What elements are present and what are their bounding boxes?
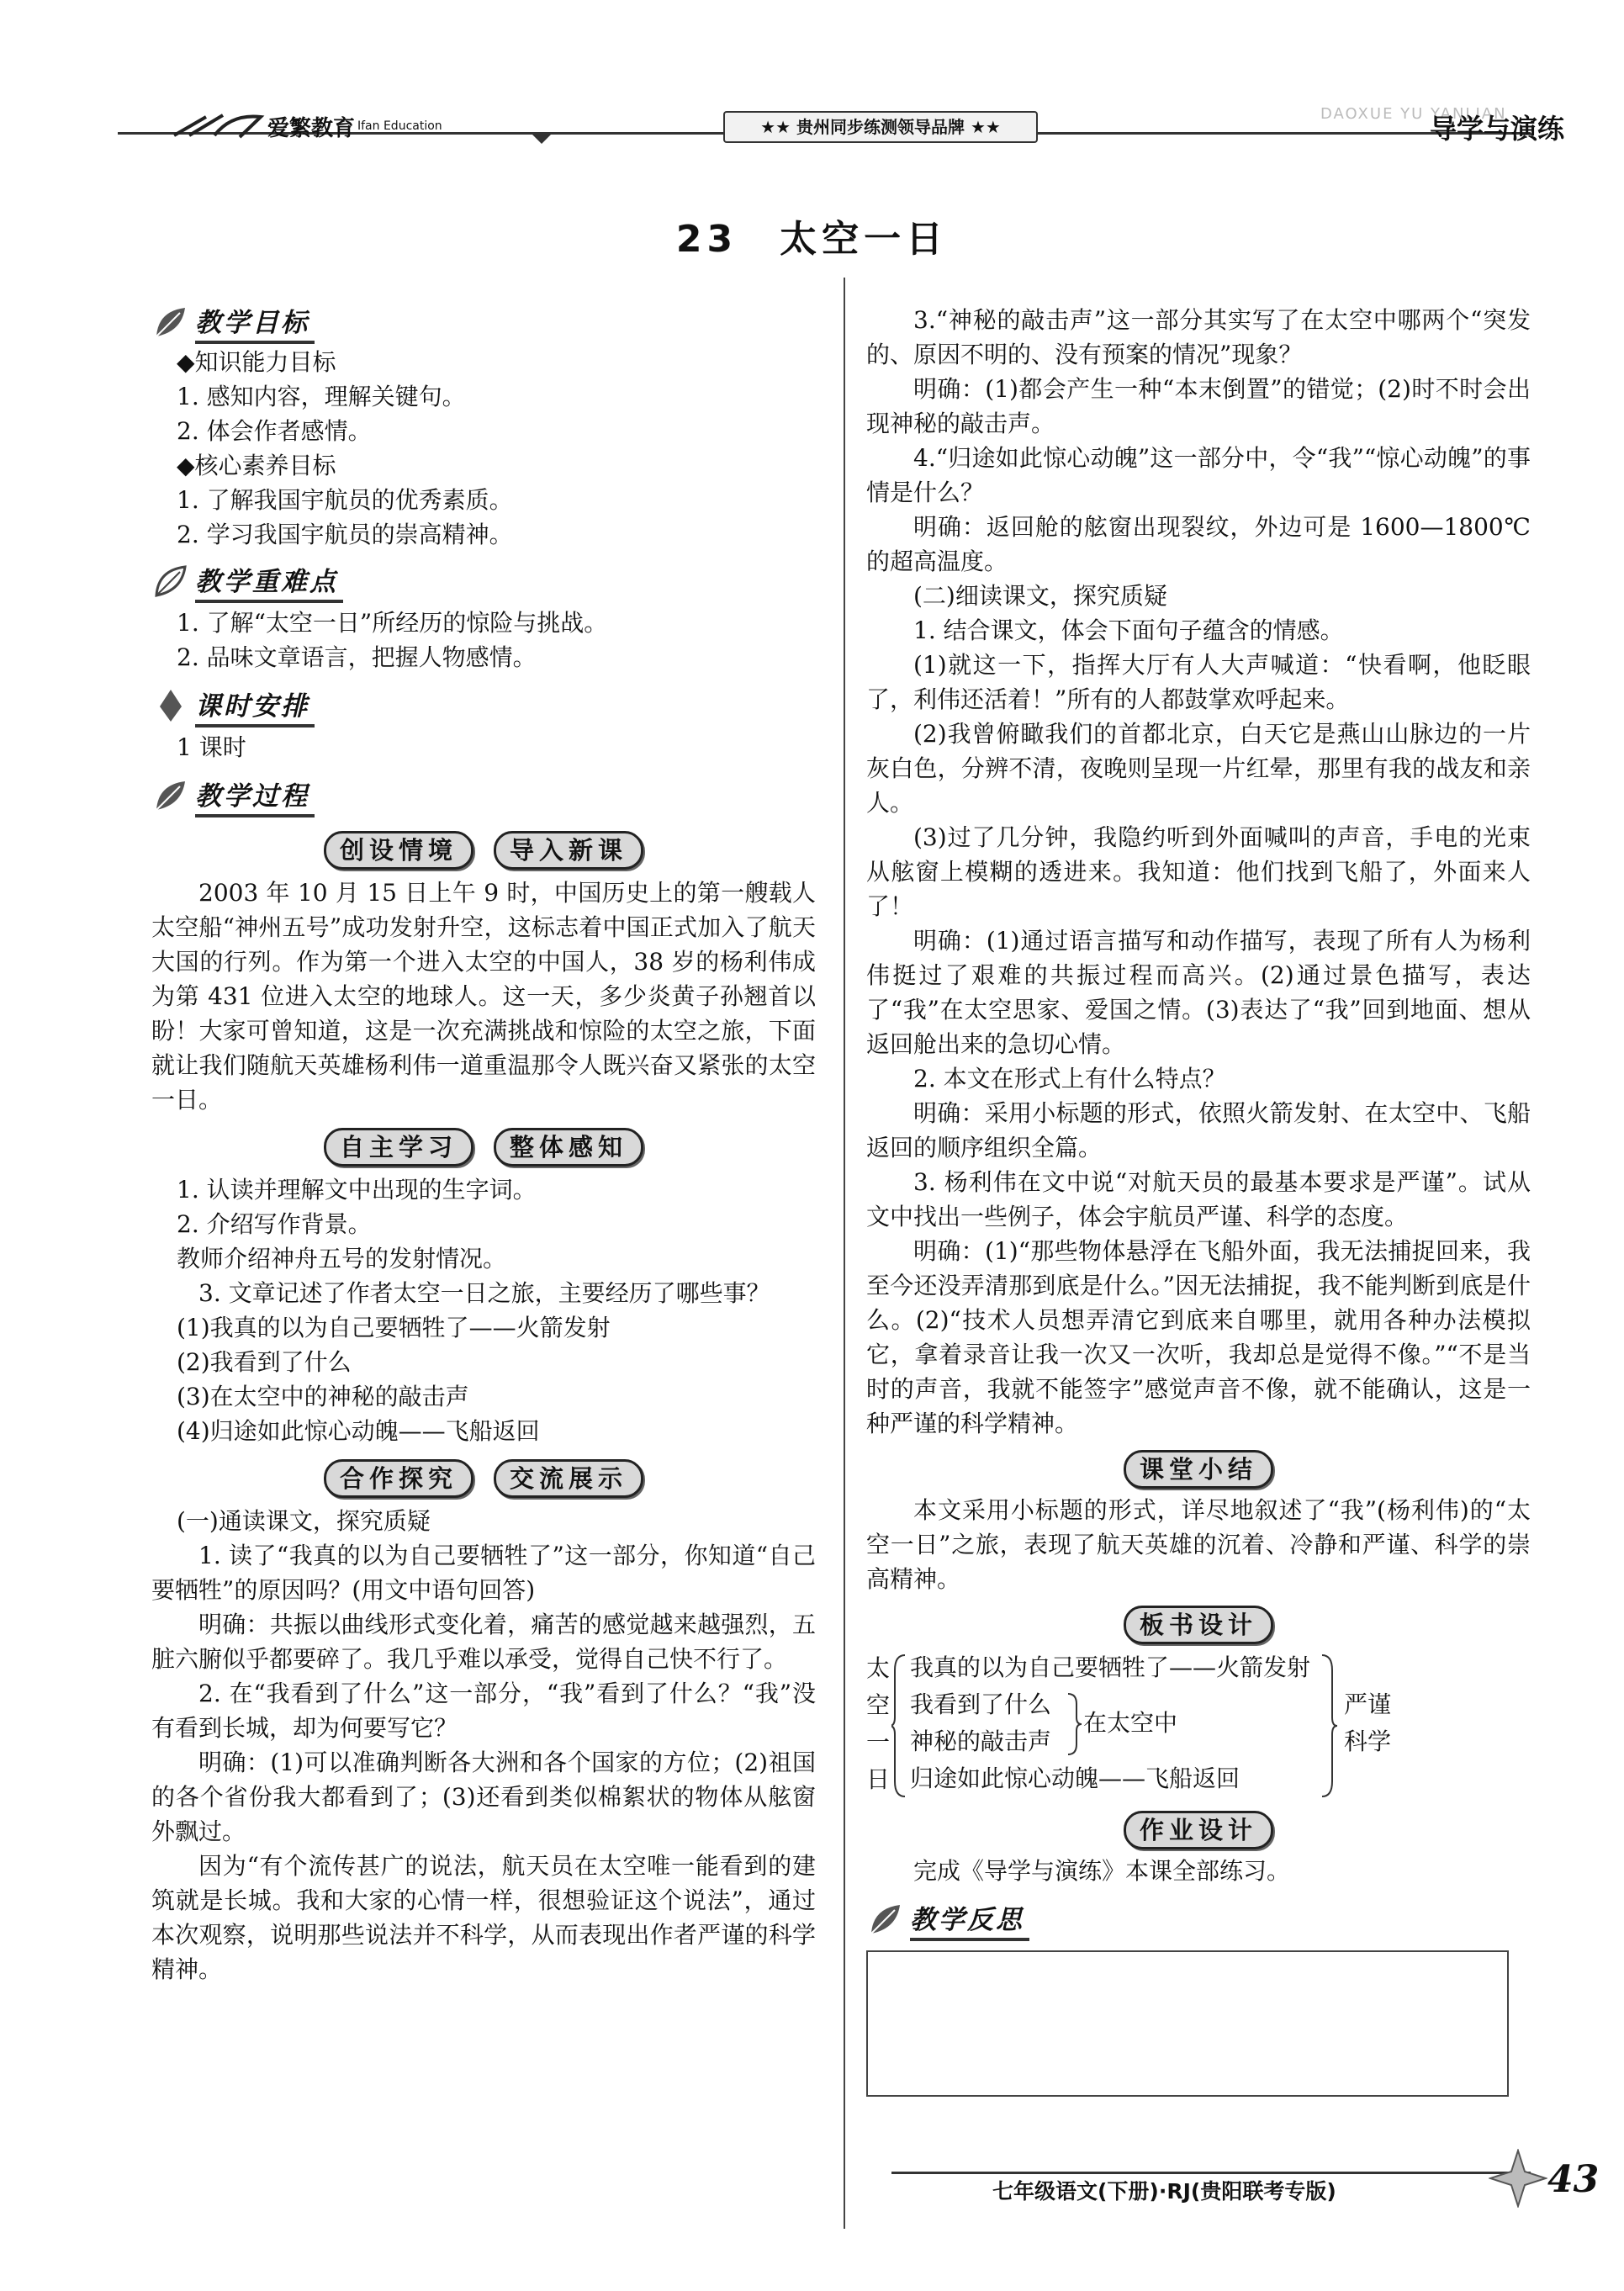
question-5: 1. 结合课文，体会下面句子蕴含的情感。: [913, 616, 1344, 644]
sentence-3: (3)过了几分钟，我隐约听到外面喊叫的声音，手电的光束从舷窗上模糊的透进来。我知道：他们找到飞船了，外面来人了！: [866, 823, 1531, 920]
self-study-item: 2. 介绍写作背景。: [177, 1210, 372, 1238]
left-column: [151, 303, 816, 1987]
question-3: 3.“神秘的敲击声”这一部分其实写了在太空中哪两个“突发的、原因不明的、没有预案的情况”现象？: [866, 306, 1531, 368]
brand-banner: ★★ 贵州同步练测领导品牌 ★★: [723, 111, 1038, 143]
subsection-title: (一)通读课文，探究质疑: [177, 1507, 431, 1535]
key-point-item: 1. 了解“太空一日”所经历的惊险与挑战。: [177, 609, 608, 637]
section-reflection: 教学反思: [866, 1900, 1531, 1939]
answer-7: 明确：(1)“那些物体悬浮在飞船外面，我无法捕捉回来，我至今还没弄清那到底是什么。”因无法捕捉，我不能判断到底是什么。(2)“技术人员想弄清它到底来自哪里，就用各种办法模拟它，拿着录音让我一次又一次听，我却总是觉得不像。”“不是当时的声音，我就不能签字”感觉声音不像，就不能确认，这是一种严谨的科学精神。: [866, 1237, 1531, 1437]
question-4: 4.“归途如此惊心动魄”这一部分中，令“我”“惊心动魄”的事情是什么？: [866, 444, 1531, 506]
event-item: (2)我看到了什么: [177, 1348, 352, 1376]
answer-6: 明确：采用小标题的形式，依照火箭发射、在太空中、飞船返回的顺序组织全篇。: [866, 1099, 1531, 1161]
board-title-vertical: 太 空 一 日: [866, 1654, 891, 1793]
right-column: [866, 303, 1531, 2097]
leaf-icon: [151, 776, 190, 815]
board-design: [866, 1650, 1531, 1802]
answer-4: 明确：返回舱的舷窗出现裂纹，外边可是 1600—1800℃的超高温度。: [866, 513, 1531, 575]
leaf-icon: [151, 686, 190, 725]
board-line-2: 我看到了什么: [910, 1690, 1052, 1718]
board-line-4: 归途如此惊心动魄——飞船返回: [910, 1765, 1240, 1792]
left-brace: [891, 1653, 908, 1798]
badge-summary: 课堂小结: [866, 1451, 1531, 1488]
leaf-icon: [151, 562, 190, 601]
goal-item: 1. 感知内容，理解关键句。: [177, 383, 466, 410]
page-number: 43: [1547, 2158, 1600, 2201]
summary-paragraph: 本文采用小标题的形式，详尽地叙述了“我”(杨利伟)的“太空一日”之旅，表现了航天英雄的沉着、冷静和严谨、科学的崇高精神。: [866, 1496, 1531, 1593]
key-point-item: 2. 品味文章语言，把握人物感情。: [177, 643, 537, 671]
goal-item: 1. 了解我国宇航员的优秀素质。: [177, 486, 513, 514]
schedule-text: 1 课时: [177, 733, 246, 761]
intro-paragraph: 2003 年 10 月 15 日上午 9 时，中国历史上的第一艘载人太空船“神州五号”成功发射升空，这标志着中国正式加入了航天大国的行列。作为第一个进入太空的中国人，38 岁的杨利伟成为第 431 位进入太空的地球人。这一天，多少炎黄子孙翘首以盼！大家可曾知道，这是一次充满挑战和惊险的太空之旅，下面就让我们随航天英雄杨利伟一道重温那令人既兴奋又紧张的太空一日。: [151, 879, 816, 1114]
board-line-3: 神秘的敲击声: [910, 1728, 1052, 1755]
section-teaching-goals: 教学目标: [151, 303, 816, 341]
footer-rule: [891, 2172, 1531, 2174]
badge-self-study: 自主学习 整体感知: [151, 1129, 816, 1166]
section-key-points: 教学重难点: [151, 562, 816, 601]
sentence-1: (1)就这一下，指挥大厅有人大声喊道：“快看啊，他眨眼了，利伟还活着！”所有的人都鼓掌欢呼起来。: [866, 651, 1531, 713]
badge-cooperation: 合作探究 交流展示: [151, 1460, 816, 1497]
logo-text: 爱繁教育: [267, 116, 356, 141]
goal-item: 2. 学习我国宇航员的崇高精神。: [177, 521, 513, 548]
faint-watermark-text: DAOXUE YU YANLIAN: [1320, 105, 1507, 123]
answer-2: 明确：(1)可以准确判断各大洲和各个国家的方位；(2)祖国的各个省份我大都看到了；(3)还看到类似棉絮状的物体从舷窗外飘过。: [151, 1749, 816, 1845]
answer-1: 明确：共振以曲线形式变化着，痛苦的感觉越来越强烈，五脏六腑似乎都要碎了。我几乎难以承受，觉得自己快不行了。: [151, 1611, 816, 1673]
board-scientific: 科学: [1344, 1728, 1392, 1755]
section-teaching-process: 教学过程: [151, 776, 816, 815]
self-study-question: 3. 文章记述了作者太空一日之旅，主要经历了哪些事？: [198, 1279, 770, 1307]
lesson-title: 23 太空一日: [675, 218, 949, 261]
goal-subheading: ◆知识能力目标: [177, 348, 336, 376]
event-item: (3)在太空中的神秘的敲击声: [177, 1383, 469, 1410]
badge-create-scene: 创设情境 导入新课: [151, 832, 816, 869]
board-line-1: 我真的以为自己要牺牲了——火箭发射: [910, 1653, 1311, 1681]
leaf-icon: [866, 1900, 905, 1939]
logo-english: Ifan Education: [357, 119, 442, 133]
star-ornament-icon: [1489, 2149, 1547, 2208]
reflection-box[interactable]: [866, 1950, 1509, 2097]
goal-subheading: ◆核心素养目标: [177, 452, 336, 479]
sentence-2: (2)我曾俯瞰我们的首都北京，白天它是燕山山脉边的一片灰白色，分辨不清，夜晚则呈现一片红晕，那里有我的战友和亲人。: [866, 720, 1531, 817]
badge-board-design: 板书设计: [866, 1606, 1531, 1643]
self-study-item: 教师介绍神舟五号的发射情况。: [177, 1245, 507, 1272]
section-name: 导学与演练: [1430, 113, 1565, 145]
goal-item: 2. 体会作者感情。: [177, 417, 372, 445]
answer-2-continued: 因为“有个流传甚广的说法，航天员在太空唯一能看到的建筑就是长城。我和大家的心情一样，很想验证这个说法”，通过本次观察，说明那些说法并不科学，从而表现出作者严谨的科学精神。: [151, 1852, 816, 1983]
column-divider: [844, 278, 845, 2229]
board-rigorous: 严谨: [1344, 1690, 1392, 1718]
question-2: 2. 在“我看到了什么”这一部分，“我”看到了什么？“我”没有看到长城，却为何要写它？: [151, 1680, 816, 1742]
right-brace: [1319, 1653, 1339, 1798]
section-schedule: 课时安排: [151, 686, 816, 725]
inner-brace: [1065, 1692, 1082, 1756]
answer-3: 明确：(1)都会产生一种“本末倒置”的错觉；(2)时不时会出现神秘的敲击声。: [866, 375, 1531, 437]
subsection-title: (二)细读课文，探究质疑: [913, 582, 1167, 610]
badge-homework: 作业设计: [866, 1812, 1531, 1849]
board-in-space: 在太空中: [1083, 1709, 1178, 1737]
question-6: 2. 本文在形式上有什么特点？: [913, 1065, 1226, 1093]
logo-swoosh-icon: [172, 112, 265, 139]
event-item: (4)归途如此惊心动魄——飞船返回: [177, 1417, 540, 1445]
answer-5: 明确：(1)通过语言描写和动作描写，表现了所有人为杨利伟挺过了艰难的共振过程而高兴。(2)通过景色描写，表达了“我”在太空思家、爱国之情。(3)表达了“我”回到地面、想从返回舱出来的急切心情。: [866, 927, 1531, 1058]
event-item: (1)我真的以为自己要牺牲了——火箭发射: [177, 1314, 611, 1341]
leaf-icon: [151, 303, 190, 341]
footer-book-info: 七年级语文(下册)·RJ(贵阳联考专版): [992, 2179, 1336, 2204]
header-notch: [530, 132, 553, 144]
question-7: 3. 杨利伟在文中说“对航天员的最基本要求是严谨”。试从文中找出一些例子，体会宇航员严谨、科学的态度。: [866, 1168, 1531, 1230]
question-1: 1. 读了“我真的以为自己要牺牲了”这一部分，你知道“自己要牺牲”的原因吗？(用文中语句回答): [151, 1542, 816, 1604]
homework-text: 完成《导学与演练》本课全部练习。: [913, 1857, 1291, 1885]
self-study-item: 1. 认读并理解文中出现的生字词。: [177, 1176, 537, 1204]
